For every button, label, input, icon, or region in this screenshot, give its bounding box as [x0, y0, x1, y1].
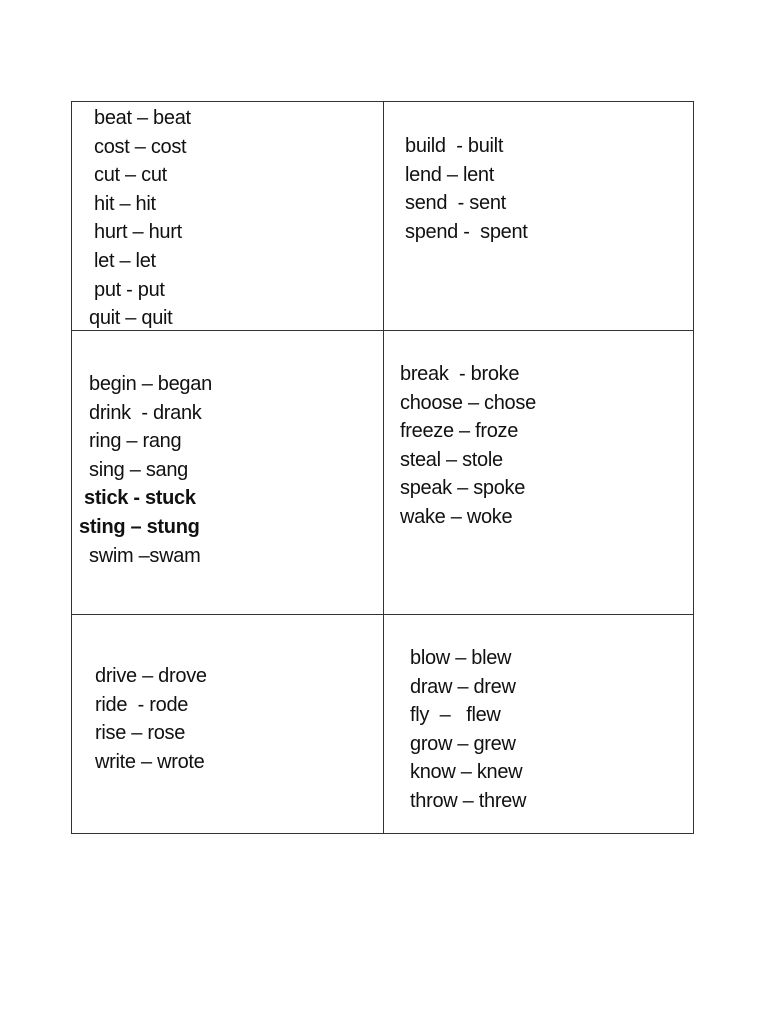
- verb-pair: know – knew: [410, 761, 523, 784]
- verb-pair: hurt – hurt: [94, 221, 182, 244]
- verb-pair: begin – began: [89, 373, 212, 395]
- verb-pair: put - put: [94, 278, 165, 301]
- verb-pair: write – wrote: [95, 750, 205, 773]
- cell-o-past-verbs: [400, 360, 536, 532]
- verb-pair: hit – hit: [94, 192, 156, 215]
- verb-pair: ring – rang: [89, 430, 182, 453]
- verb-pair: build - built: [405, 135, 504, 157]
- cell-i-to-o-verbs: [95, 662, 207, 776]
- irregular-verbs-table: [71, 101, 694, 834]
- column-divider: [383, 102, 384, 833]
- verb-pair: freeze – froze: [400, 420, 519, 443]
- verb-pair: draw – drew: [410, 675, 516, 698]
- cell-i-to-a-verbs: [79, 370, 212, 570]
- verb-pair: choose – chose: [400, 391, 536, 414]
- verb-pair: drive – drove: [95, 665, 207, 687]
- verb-pair: sing – sang: [89, 458, 188, 481]
- verb-pair: let – let: [94, 249, 156, 272]
- verb-pair: grow – grew: [410, 732, 516, 755]
- verb-pair: throw – threw: [410, 789, 527, 812]
- verb-pair: drink - drank: [89, 401, 202, 424]
- verb-pair: fly – flew: [410, 704, 501, 727]
- verb-pair: cost – cost: [94, 135, 187, 158]
- cell-same-form-verbs: [89, 104, 191, 333]
- verb-pair: spend - spent: [405, 220, 528, 243]
- verb-pair: blow – blew: [410, 647, 512, 669]
- verb-pair: steal – stole: [400, 448, 503, 471]
- verb-pair: wake – woke: [400, 505, 513, 528]
- verb-pair: lend – lent: [405, 163, 494, 186]
- verb-pair: cut – cut: [94, 164, 167, 187]
- cell-d-to-t-verbs: [405, 132, 528, 246]
- verb-pair: stick - stuck: [84, 487, 196, 510]
- verb-pair: quit – quit: [89, 307, 173, 330]
- verb-pair: speak – spoke: [400, 477, 526, 500]
- verb-pair: send - sent: [405, 192, 506, 215]
- verb-pair: swim –swam: [89, 544, 201, 567]
- verb-pair: beat – beat: [94, 107, 191, 129]
- cell-ew-past-verbs: [410, 644, 526, 816]
- verb-pair: sting – stung: [79, 515, 200, 538]
- verb-pair: ride - rode: [95, 693, 189, 716]
- verb-pair: rise – rose: [95, 722, 186, 745]
- verb-pair: break - broke: [400, 363, 520, 385]
